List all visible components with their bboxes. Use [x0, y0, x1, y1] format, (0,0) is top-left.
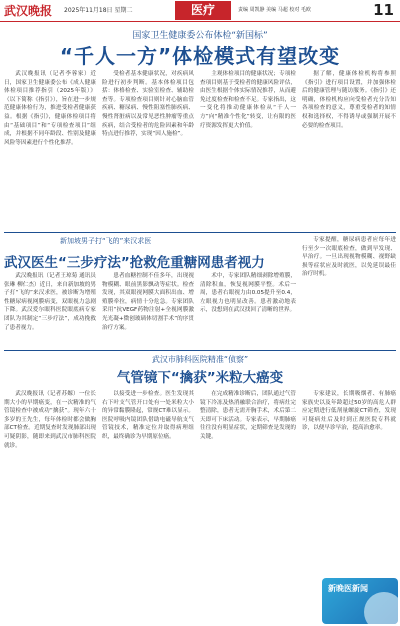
divider-2 [4, 350, 396, 351]
article3-column-1 [4, 390, 96, 622]
article3-text-1: 武汉晚报讯（记者苏嫄）一位长期大小的早期癌变，在一次精准的气管镜检查中被成功“擒获”。现年六十多岁的王先生，每年体检时都会做胸部CT检查。近期复查时发现肺部出现可疑阴影，随即来到武汉市肺科医院就诊。 [4, 391, 96, 449]
article2-column-3 [200, 272, 296, 348]
article2-kicker: 新加坡男子打“飞的”来汉求医 [60, 237, 152, 245]
article3-text-2: 以接受进一步检查。医生发现其右下叶支气管开口处有一处米粒大小的异常黏膜隆起，常规CT难以显示。医院呼吸内镜团队借助电磁导航支气管镜技术，精准定位并取得病理组织，最终确诊为早期原位癌。 [102, 391, 194, 440]
article2-text-1: 武汉晚报讯（记者王琼菊 通讯员张琳 柳仁杰）近日，来自新加坡的男子打“飞的”来汉求医，被诊断为增殖性糖尿病视网膜病变，双眼视力急剧下降。武汉爱尔眼科医院眼底病专家团队为其制定“三步疗法”，成功挽救了患者视力。 [4, 273, 96, 331]
article1-column-4 [302, 70, 396, 230]
article3-title: 气管镜下“擒获”米粒大癌变 [116, 370, 284, 386]
illustration-label: 新晚医新闻 [328, 584, 368, 593]
illustration-shape [364, 592, 398, 624]
article1-column-1 [4, 70, 96, 230]
news-illustration [322, 578, 398, 624]
article3-text-4: 专家建议，长期吸烟者、有肺癌家族史以及年龄超过50岁的高危人群应定期进行低剂量螺旋CT筛查，发现可疑病灶后及时到正规医院专科就诊，以便早诊早治，提高治愈率。 [302, 391, 396, 432]
article1-column-2 [102, 70, 194, 230]
article1-column-3 [200, 70, 296, 230]
article2-column-2 [102, 272, 194, 348]
article1-subtitle: 国家卫生健康委公布体检“新国标” [132, 31, 268, 41]
section-label: 医疗 [175, 1, 231, 20]
masthead [0, 0, 400, 22]
article1-text-1: 武汉晚报讯（记者李蓉家）近日，国家卫生健康委公布《成人健康体检项目推荐指引（2025年版）》（以下简称《指引》），旨在进一步规范健康体检行为，推进受检者健康获益。根据《指引》，健康体检项目将由“基础项目”和“专项检查项目”组成，并根据不同年龄段、性别及健康风险等因素进行个性化推荐。 [4, 71, 96, 146]
page-number: 11 [373, 1, 394, 19]
article2-text-4: 专家提醒，糖尿病患者应每年进行至少一次眼底检查，做到早发现、早治疗。一旦出现视物模糊、视野缺损等症状应及时就医，以免延误最佳治疗时机。 [302, 237, 396, 278]
article2-column-4 [302, 236, 396, 348]
editor-credits: 责编 周凯静 美编 马超 校对 毛欧 [238, 7, 311, 13]
article2-column-1 [4, 272, 96, 348]
article2-title: 武汉医生“三步疗法”抢救危重糖网患者视力 [4, 255, 265, 271]
article3-text-3: 在完成精准诊断后，团队通过气管镜下冷冻及热消融联合治疗，将病灶完整清除，患者无需开胸手术，术后第二天即可下床活动。专家表示，早期肺癌往往没有明显症状，定期筛查是发现的关键。 [200, 391, 296, 440]
article1-title: “千人一方”体检模式有望改变 [59, 44, 341, 68]
article3-column-3 [200, 390, 296, 622]
article2-text-2: 患者血糖控制不佳多年，出现视物模糊、眼前黑影飘动等症状。检查发现，其双眼视网膜大面积出血、增殖膜牵拉，病情十分危急。专家团队采用“抗VEGF药物注射+全视网膜激光光凝+微创玻璃体切割手术”的序贯治疗方案。 [102, 273, 194, 331]
article2-text-3: 术中，专家团队精细剥除增殖膜，清除积血，恢复视网膜平整。术后一周，患者右眼视力由0.05提升至0.4，左眼视力也明显改善。患者激动地表示，没想到在武汉找回了清晰的世界。 [200, 273, 296, 314]
article3-column-4 [302, 390, 396, 574]
article1-text-2: 受检者基本健康状况，对疾病风险进行初步判断。基本体检项目包括：体格检查、实验室检查、辅助检查等。专项检查项目则针对心脑血管疾病、糖尿病、慢性阻塞性肺疾病、慢性肾脏病以及常见恶性肿瘤等重点疾病，结合受检者的危险因素和年龄特点进行推荐，实现“因人施检”。 [102, 71, 194, 138]
newspaper-name: 武汉晚报 [4, 4, 53, 18]
divider-1 [4, 232, 396, 233]
issue-date: 2025年11月18日 星期二 [64, 7, 133, 14]
article1-text-4: 据了解，健康体检机构将参照《指引》进行项目设置，并加强体检后的健康管理与随访服务。《指引》还明确，体检机构应向受检者充分告知各项检查的意义，尊重受检者的知情权和选择权，不得诱导或强制开展不必要的检查项目。 [302, 71, 396, 129]
article3-column-2 [102, 390, 194, 622]
article1-text-3: 主观体检项目的健康状况；专项检查项目则基于受检者的健康风险评估，由医生根据个体实际情况推荐，从而避免过度检查和检查不足。专家指出，这一变化将推动健康体检从“千人一方”向“精准个性化”转变，让有限的医疗资源发挥更大价值。 [200, 71, 296, 129]
article3-kicker: 武汉市肺科医院精准“侦察” [151, 355, 249, 364]
